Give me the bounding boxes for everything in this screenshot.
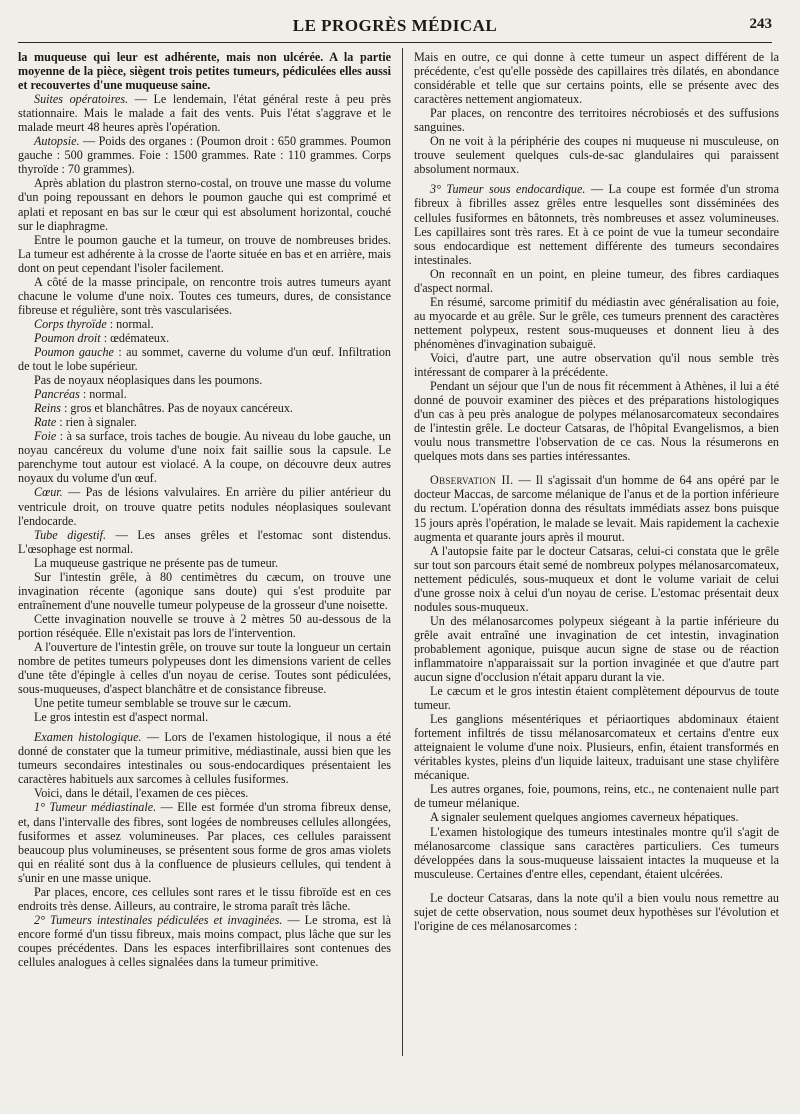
column-divider <box>402 48 403 1056</box>
paragraph: En résumé, sarcome primitif du médiastin avec généralisation au foie, au myocarde et au grêle. Sur le grêle, ces tumeurs prennent des caractères nettement polypeux, restent sous-muqueuses et donnent lieu à des phénomènes d'invagination subaiguë. <box>414 294 779 351</box>
paragraph <box>18 528 391 556</box>
paragraph: A l'ouverture de l'intestin grêle, on trouve sur toute la longueur un certain nombre de petites tumeurs polypeuses dont les dimensions varient de celles d'une tête d'épingle à celles d'un noyau de cerise. Toutes sont pédiculées, sous-muqueuses, d'aspect blanchâtre et de consistance fibreuse. <box>18 639 391 697</box>
paragraph-text: — Le lendemain, l'état général reste à peu près stationnaire. Mais le malade a fait des vents. Puis l'état s'aggrave et le malade meurt 48 heures après l'opération. <box>18 92 391 135</box>
paragraph: On reconnaît en un point, en pleine tumeur, des fibres cardiaques d'aspect normal. <box>414 266 779 295</box>
section-label: 1° Tumeur médiastinale. <box>34 800 157 815</box>
organ-label: Foie <box>34 429 57 444</box>
section-label: Observation II. <box>430 473 514 488</box>
paragraph <box>414 473 779 543</box>
paragraph: Mais en outre, ce qui donne à cette tumeur un aspect différent de la précédente, c'est qu'elle possède des capillaires très dilatés, en abondance considérable et telle que sur certains points, elle se présente avec des caractères nettement angiomateux. <box>414 50 779 107</box>
paragraph: Voici, dans le détail, l'examen de ces pièces. <box>34 786 249 801</box>
right-column <box>414 50 779 1105</box>
organ-text: : rien à signaler. <box>56 415 137 430</box>
organ-text: : normal. <box>106 316 154 331</box>
paragraph-text: — Il s'agissait d'un homme de 64 ans opéré par le docteur Maccas, de sarcome mélanique de l'anus et de la portion inférieure du rectum. L'opération donna des résultats immédiats assez bons puisque 15 jours après l'opération, le malade se levait. Mais rapidement la cachexie augmenta et quarante jours après il mourut. <box>414 473 779 544</box>
organ-label: Corps thyroïde <box>34 316 107 331</box>
left-column <box>18 50 391 1105</box>
paragraph <box>18 913 391 969</box>
paragraph: Le cæcum et le gros intestin étaient complètement dépourvus de toute tumeur. <box>414 684 779 713</box>
paragraph-text: — Lors de l'examen histologique, il nous a été donné de constater que la tumeur primitive, médiastinale, aussi bien que les tumeurs secondaires intestinales ou sous-endocardiques présentaient les caractères habituels aux sarcomes à cellules fusiformes. <box>18 730 391 787</box>
paragraph: Les autres organes, foie, poumons, reins, etc., ne contenaient nulle part de tumeur mélanique. <box>414 782 779 811</box>
paragraph: Une petite tumeur semblable se trouve sur le cæcum. <box>34 696 292 711</box>
section-label: Examen histologique. <box>34 730 142 745</box>
organ-label: Poumon gauche <box>34 344 114 359</box>
paragraph-text: — Elle est formée d'un stroma fibreux dense, et, dans l'intervalle des fibres, sont logées de nombreuses cellules allongées, fusiformes et assez volumineuses. Par places, ces cellules paraissent beaucoup plus volumineuses, se présentent sous forme de gros amas violets qui en réalité sont dus à la confluence de plusieurs cellules, qui tendent à s'unir en une masse unique. <box>18 800 391 885</box>
organ-text: : normal. <box>79 387 127 402</box>
section-label: 3° Tumeur sous endocardique. <box>430 182 586 197</box>
organ-text: : au sommet, caverne du volume d'un œuf. Infiltration de tout le lobe supérieur. <box>18 344 391 374</box>
paragraph: L'examen histologique des tumeurs intestinales montre qu'il s'agit de mélanosarcome classique sans caractères particuliers. Ces tumeurs développées dans la sous-muqueuse laissaient intactes la muqueuse et la musculeuse. Certaines d'entre elles, cependant, étaient ulcérées. <box>414 824 779 881</box>
page-header <box>18 14 772 43</box>
paragraph-text: — Le stroma, est là encore formé d'un tissu fibreux, mais moins compact, plus lâche que sur les coupes précédentes. Dans les espaces interfibrillaires sont contenues des cellules analogues à celles signalées dans la tumeur primitive. <box>18 912 391 969</box>
paragraph: Par places, encore, ces cellules sont rares et le tissu fibroïde est en ces endroits très dense. Ailleurs, au contraire, le stroma paraît très lâche. <box>18 884 391 913</box>
organ-label: Reins <box>34 401 61 416</box>
section-label: Autopsie. <box>34 134 80 149</box>
organ-text: Pas de noyaux néoplasiques dans les poumons. <box>34 373 263 388</box>
paragraph <box>414 182 779 266</box>
organ-entry <box>18 485 391 527</box>
paragraph: Le docteur Catsaras, dans la note qu'il a bien voulu nous remettre au sujet de cette observation, nous soumet deux hypothèses sur l'évolution et l'origine de ces mélanosarcomes : <box>414 890 779 933</box>
paragraph: la muqueuse qui leur est adhérente, mais non ulcérée. A la partie moyenne de la pièce, siègent trois petites tumeurs, pédiculées elles aussi et recouvertes d'une muqueuse saine. <box>18 50 391 93</box>
section-label: Tube digestif. <box>34 527 106 542</box>
paragraph: On ne voit à la périphérie des coupes ni muqueuse ni musculeuse, on trouve seulement quelques culs-de-sac glandulaires qui paraissent absolument normaux. <box>414 134 779 177</box>
organ-text: — Pas de lésions valvulaires. En arrière du pilier antérieur du ventricule droit, on trouve quatre petits nodules néoplasiques soulevant l'endocarde. <box>18 485 391 528</box>
organ-entry <box>18 415 391 429</box>
organ-entry <box>18 317 391 331</box>
paragraph: Pendant un séjour que l'un de nous fit récemment à Athènes, il lui a été donné de pouvoir examiner des pièces et des préparations histologiques d'un cas à peu près analogue de polypes mélanosarcomateux secondaires de l'intestin grêle. Le docteur Catsaras, de l'hôpital Evangelismos, a bien voulu nous transmettre l'observation de ce cas. Nous la résumerons en quelques mots dans ses parties intéressantes. <box>414 379 779 464</box>
paragraph <box>18 730 391 786</box>
journal-title: LE PROGRÈS MÉDICAL <box>292 16 498 35</box>
paragraph-text: — Les anses grêles et l'estomac sont distendus. L'œsophage est normal. <box>18 527 391 556</box>
paragraph: A l'autopsie faite par le docteur Catsaras, celui-ci constata que le grêle sur tout son parcours était semé de nombreux polypes mélanosarcomateux, nettement pédiculés, sous-muqueux et dont le volume variait de celui d'une grosse noix à celui d'un noyau de cerise. L'estomac présentait deux nodules sous-muqueux. <box>414 543 779 614</box>
organ-label: Poumon droit <box>34 330 101 345</box>
section-label: Suites opératoires. <box>34 92 129 107</box>
organ-entry <box>18 373 391 387</box>
paragraph: La muqueuse gastrique ne présente pas de tumeur. <box>34 555 279 570</box>
paragraph-text: — La coupe est formée d'un stroma fibreux à fibrilles assez grêles entre lesquelles sont disséminées des cellules fusiformes en bâtonnets, très nombreuses et assez volumineuses. Les capillaires sont très rares. Et à ce point de vue la tumeur secondaire sous endocardique est nettement différente des tumeurs secondaires intestinales. <box>414 182 779 267</box>
organ-label: Rate <box>34 415 57 430</box>
paragraph: Cette invagination nouvelle se trouve à 2 mètres 50 au-dessous de la portion réséquée. Elle n'existait pas lors de l'intervention. <box>18 611 391 640</box>
paragraph: A côté de la masse principale, on rencontre trois autres tumeurs ayant chacune le volume d'une noix. Toutes ces tumeurs, dures, de consistance fibreuse et régulière, sont très vascularisées. <box>18 274 391 317</box>
page-number: 243 <box>749 16 772 32</box>
paragraph: Après ablation du plastron sterno-costal, on trouve une masse du volume d'un poing repoussant en dehors le poumon gauche qui est comprimé et aplati et reposant en bas sur le cœur qui est absolument horizontal, couché sur le diaphragme. <box>18 176 391 233</box>
paragraph-text: — Poids des organes : (Poumon droit : 650 grammes. Poumon gauche : 500 grammes. Foie : 1500 grammes. Rate : 110 grammes. Corps thyroïde : 70 grammes). <box>18 134 391 177</box>
paragraph: Voici, d'autre part, une autre observation qu'il nous semble très intéressant de comparer à la précédente. <box>414 350 779 380</box>
paragraph: Les ganglions mésentériques et périaortiques abdominaux étaient fortement infiltrés de tissu mélanosarcomateux et certains d'entre eux atteignaient le volume d'une noix. Plusieurs, enfin, étaient transformés en véritables kystes, pleins d'un liquide laiteux, traduisant une stase chylifère mécanique. <box>414 712 779 783</box>
organ-text: : gros et blanchâtres. Pas de noyaux cancéreux. <box>60 401 293 416</box>
paragraph <box>18 92 391 134</box>
paragraph: Sur l'intestin grêle, à 80 centimètres du cæcum, on trouve une invagination récente (agonique sans doute) qui s'est produite par entraînement d'une nouvelle tumeur polypeuse de la grosseur d'une noisette. <box>18 569 391 612</box>
organ-entry <box>18 331 391 345</box>
organ-label: Cœur. <box>34 485 63 500</box>
paragraph: Entre le poumon gauche et la tumeur, on trouve de nombreuses brides. La tumeur est adhérente à la crosse de l'aorte située en bas et en arrière, mais dont on peut cependant l'isoler facilement. <box>18 232 391 275</box>
paragraph: A signaler seulement quelques angiomes caverneux hépatiques. <box>430 810 739 825</box>
organ-entry <box>18 401 391 415</box>
paragraph: Le gros intestin est d'aspect normal. <box>34 710 209 725</box>
paragraph: Par places, on rencontre des territoires nécrobiosés et des suffusions sanguines. <box>414 106 779 135</box>
paragraph <box>18 800 391 884</box>
section-label: 2° Tumeurs intestinales pédiculées et invaginées. <box>34 912 283 927</box>
paragraph <box>18 134 391 176</box>
organ-text: : à sa surface, trois taches de bougie. Au niveau du lobe gauche, un noyau cancéreux du volume d'une noix fait saillie sous la capsule. Le parenchyme tout autour est violacé. A la coupe, on découvre deux autres noyaux du volume d'un œuf. <box>18 429 391 486</box>
organ-entry <box>18 387 391 401</box>
organ-text: : œdémateux. <box>100 330 170 345</box>
paragraph: Un des mélanosarcomes polypeux siégeant à la partie inférieure du grêle avait entraîné une invagination de cet intestin, invagination probablement agonique, puisque aucun signe de stase ou de réaction inflammatoire n'apparaissait sur la portion invaginée et que d'autre part aucun signe d'occlusion n'était apparu durant la vie. <box>414 613 779 685</box>
organ-entry <box>18 429 391 485</box>
organ-label: Pancréas <box>34 387 80 402</box>
organ-entry <box>18 345 391 373</box>
